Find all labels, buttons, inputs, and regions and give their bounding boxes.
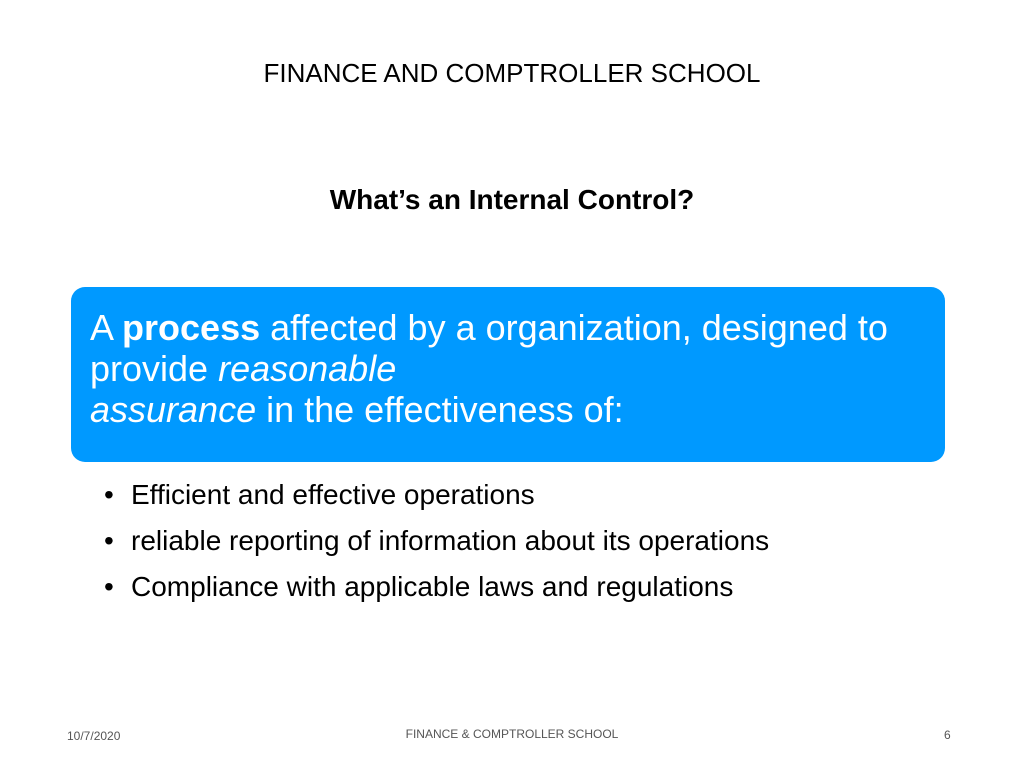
bullet-text: Efficient and effective operations [131, 479, 535, 510]
footer-page-number: 6 [944, 728, 951, 742]
bullet-dot: • [104, 571, 114, 602]
bullet-item [104, 570, 924, 604]
callout-text-part1: A [90, 307, 123, 348]
bullet-list [104, 478, 924, 616]
bullet-text: Compliance with applicable laws and regulations [131, 571, 734, 602]
bullet-dot: • [104, 525, 114, 556]
bullet-item [104, 524, 924, 558]
slide-header-title: FINANCE AND COMPTROLLER SCHOOL [263, 58, 761, 88]
callout-bold-process: process [122, 307, 261, 348]
callout-italic-assurance: assurance [90, 389, 257, 430]
bullet-dot: • [104, 479, 114, 510]
footer-date: 10/7/2020 [67, 729, 121, 743]
definition-callout [71, 287, 945, 462]
callout-italic-reasonable: reasonable [218, 348, 397, 389]
footer-center-text: FINANCE & COMPTROLLER SCHOOL [405, 727, 619, 741]
slide-heading: What’s an Internal Control? [329, 184, 695, 215]
callout-text-part2: affected by a organization, designed to provide [90, 307, 888, 389]
bullet-item [104, 478, 924, 512]
bullet-text: reliable reporting of information about its operations [131, 525, 770, 556]
callout-text-part3: in the effectiveness of: [256, 389, 624, 430]
